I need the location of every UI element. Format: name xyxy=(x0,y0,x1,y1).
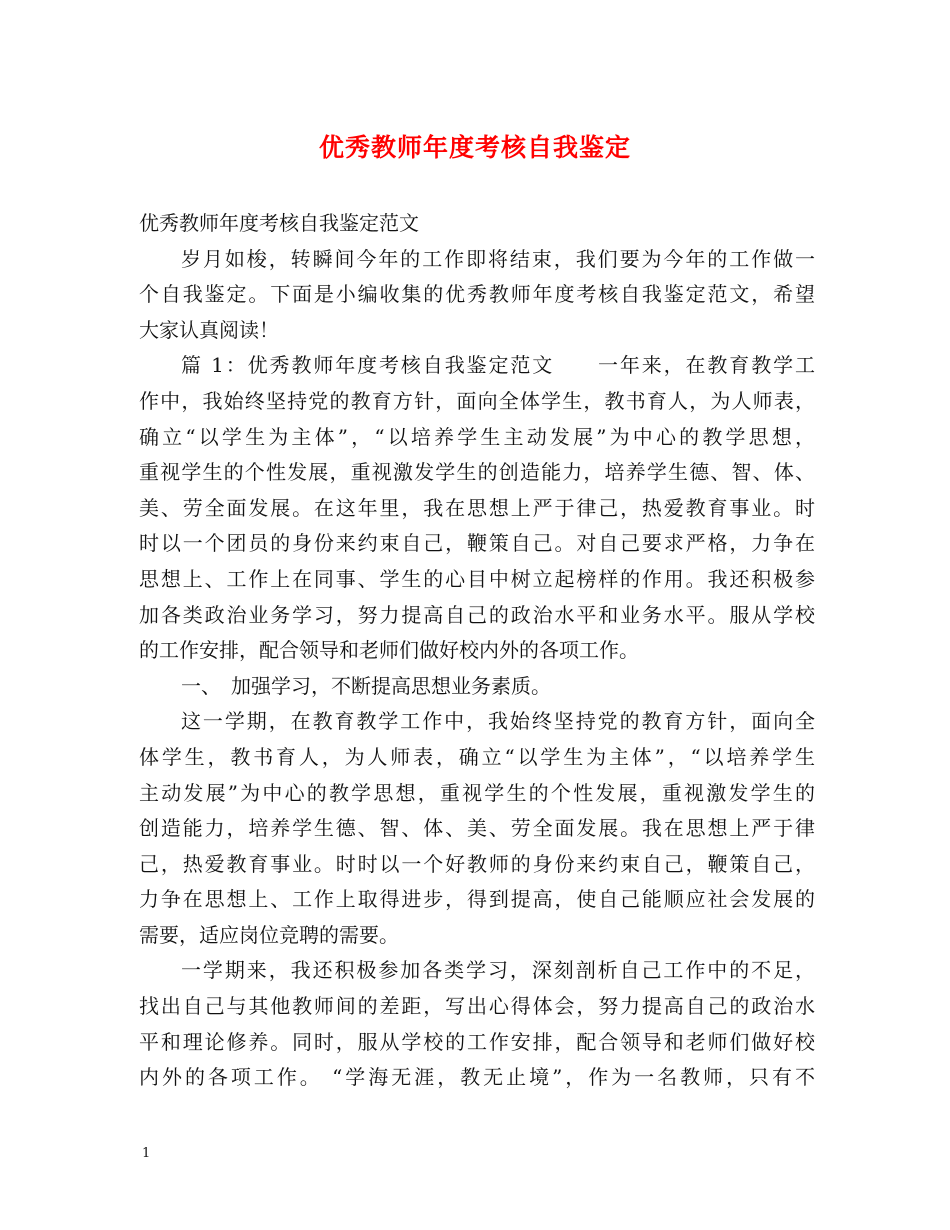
document-title: 优秀教师年度考核自我鉴定 xyxy=(318,133,631,162)
paragraph-line: 己，热爱教育事业。时时以一个好教师的身份来约束自己，鞭策自己， xyxy=(139,851,815,876)
paragraph-line: 确立“以学生为主体”，“以培养学生主动发展”为中心的教学思想， xyxy=(139,424,815,449)
paragraph-line: 平和理论修养。同时，服从学校的工作安排，配合领导和老师们做好校 xyxy=(139,1029,815,1054)
paragraph-line: 找出自己与其他教师间的差距，写出心得体会，努力提高自己的政治水 xyxy=(139,994,815,1019)
document-body xyxy=(139,206,815,1096)
paragraph-line: 创造能力，培养学生德、智、体、美、劳全面发展。我在思想上严于律 xyxy=(139,816,815,841)
paragraph-line: 一学期来，我还积极参加各类学习，深刻剖析自己工作中的不足， xyxy=(181,958,815,983)
paragraph-line: 主动发展”为中心的教学思想，重视学生的个性发展，重视激发学生的 xyxy=(139,780,815,805)
paragraph-line: 力争在思想上、工作上取得进步，得到提高，使自己能顺应社会发展的 xyxy=(139,887,815,912)
paragraph-line: 美、劳全面发展。在这年里，我在思想上严于律己，热爱教育事业。时 xyxy=(139,495,815,520)
paragraph-line: 篇 1：优秀教师年度考核自我鉴定范文 一年来，在教育教学工 xyxy=(181,353,815,378)
paragraph-line: 岁月如梭，转瞬间今年的工作即将结束，我们要为今年的工作做一 xyxy=(181,246,815,271)
paragraph-line: 作中，我始终坚持党的教育方针，面向全体学生，教书育人，为人师表， xyxy=(139,388,815,413)
paragraph-line: 大家认真阅读！ xyxy=(139,317,279,342)
paragraph-line: 需要，适应岗位竞聘的需要。 xyxy=(139,922,399,947)
page-number: 1 xyxy=(142,1146,151,1161)
paragraph-line: 时以一个团员的身份来约束自己，鞭策自己。对自己要求严格，力争在 xyxy=(139,531,815,556)
paragraph-line: 个自我鉴定。下面是小编收集的优秀教师年度考核自我鉴定范文，希望 xyxy=(139,282,815,307)
paragraph-line: 思想上、工作上在同事、学生的心目中树立起榜样的作用。我还积极参 xyxy=(139,566,815,591)
paragraph-line: 体学生，教书育人，为人师表，确立“以学生为主体”，“以培养学生 xyxy=(139,744,815,769)
paragraph-line: 加各类政治业务学习，努力提高自己的政治水平和业务水平。服从学校 xyxy=(139,602,815,627)
paragraph-line: 这一学期，在教育教学工作中，我始终坚持党的教育方针，面向全 xyxy=(181,709,815,734)
subtitle-line: 优秀教师年度考核自我鉴定范文 xyxy=(139,211,419,235)
paragraph-line: 的工作安排，配合领导和老师们做好校内外的各项工作。 xyxy=(139,638,639,663)
paragraph-line: 重视学生的个性发展，重视激发学生的创造能力，培养学生德、智、体、 xyxy=(139,460,815,485)
paragraph-line: 内外的各项工作。 “学海无涯，教无止境”，作为一名教师，只有不 xyxy=(139,1065,815,1090)
section-heading: 一、 加强学习，不断提高思想业务素质。 xyxy=(181,673,551,698)
